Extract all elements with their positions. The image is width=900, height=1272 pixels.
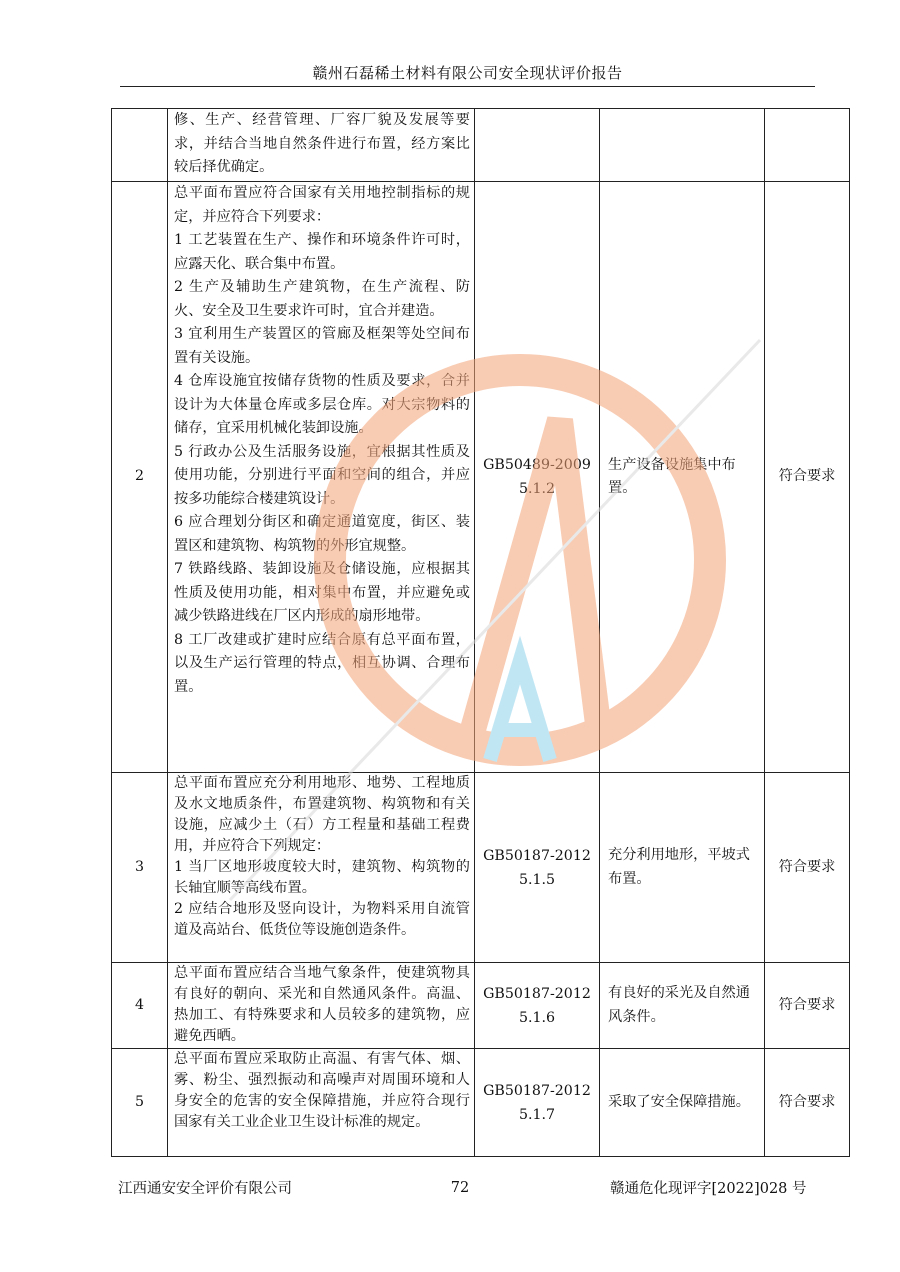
requirement-paragraph: 修、生产、经营管理、厂容厂貌及发展等要求，并结合当地自然条件进行布置，经方案比较后择优确定。 (174, 112, 470, 175)
basis-code: GB50187-2012 (483, 985, 591, 1002)
result-cell: 符合要求 (765, 1049, 850, 1157)
status-cell: 充分利用地形，平坡式布置。 (600, 773, 765, 963)
row-index: 5 (112, 1049, 168, 1157)
basis-clause: 5.1.5 (518, 871, 556, 888)
status-cell: 采取了安全保障措施。 (600, 1049, 765, 1157)
row-index (112, 109, 168, 182)
table-row (112, 109, 850, 182)
table-row (112, 1049, 850, 1157)
requirement-paragraph: 5 行政办公及生活服务设施，宜根据其性质及使用功能，分别进行平面和空间的组合，并应按多功能综合楼建筑设计。 (174, 443, 470, 507)
row-index: 2 (112, 182, 168, 773)
page-number: 72 (450, 1180, 470, 1196)
table-row (112, 182, 850, 773)
result-cell: 符合要求 (765, 773, 850, 963)
table-row (112, 773, 850, 963)
basis-cell (475, 109, 600, 182)
result-cell: 符合要求 (765, 182, 850, 773)
header-rule (120, 86, 815, 87)
requirement-paragraph: 总平面布置应充分利用地形、地势、工程地质及水文地质条件，布置建筑物、构筑物和有关设施，应减少土（石）方工程量和基础工程费用，并应符合下列规定： (174, 775, 470, 854)
requirement-paragraph: 1 当厂区地形坡度较大时，建筑物、构筑物的长轴宜顺等高线布置。 (174, 859, 470, 896)
requirement-paragraph: 2 应结合地形及竖向设计，为物料采用自流管道及高站台、低货位等设施创造条件。 (174, 901, 470, 938)
requirement-paragraph: 8 工厂改建或扩建时应结合原有总平面布置，以及生产运行管理的特点，相互协调、合理布置。 (174, 631, 470, 695)
requirement-cell (168, 1049, 475, 1157)
basis-clause: 5.1.2 (518, 481, 556, 497)
status-cell (600, 109, 765, 182)
row-index: 4 (112, 963, 168, 1049)
result-cell: 符合要求 (765, 963, 850, 1049)
page-header-title: 赣州石磊稀土材料有限公司安全现状评价报告 (312, 64, 623, 82)
status-cell: 生产设备设施集中布置。 (600, 182, 765, 773)
basis-cell (475, 1049, 600, 1157)
table-row (112, 963, 850, 1049)
basis-cell (475, 773, 600, 963)
footer-doc-number: 赣通危化现评字[2022]028 号 (610, 1181, 807, 1197)
basis-cell (475, 182, 600, 773)
basis-code: GB50187-2012 (483, 1082, 591, 1099)
requirement-cell (168, 109, 475, 182)
requirement-paragraph: 1 工艺装置在生产、操作和环境条件许可时，应露天化、联合集中布置。 (174, 232, 470, 272)
requirement-paragraph: 4 仓库设施宜按储存货物的性质及要求，合并设计为大体量仓库或多层仓库。对大宗物料的储存，宜采用机械化装卸设施。 (174, 373, 470, 436)
requirement-paragraph: 总平面布置应结合当地气象条件，使建筑物具有良好的朝向、采光和自然通风条件。高温、热加工、有特殊要求和人员较多的建筑物，应避免西晒。 (174, 965, 470, 1044)
requirement-paragraph: 总平面布置应符合国家有关用地控制指标的规定，并应符合下列要求： (174, 185, 470, 225)
requirement-paragraph: 7 铁路线路、装卸设施及仓储设施，应根据其性质及使用功能，相对集中布置，并应避免或减少铁路进线在厂区内形成的扇形地带。 (174, 561, 470, 624)
basis-clause: 5.1.6 (518, 1009, 556, 1026)
requirement-cell (168, 963, 475, 1049)
status-cell: 有良好的采光及自然通风条件。 (600, 963, 765, 1049)
basis-code: GB50187-2012 (483, 847, 591, 864)
requirement-paragraph: 总平面布置应采取防止高温、有害气体、烟、雾、粉尘、强烈振动和高噪声对周围环境和人身安全的危害的安全保障措施，并应符合现行国家有关工业企业卫生设计标准的规定。 (174, 1051, 470, 1130)
requirement-cell (168, 182, 475, 773)
result-cell (765, 109, 850, 182)
requirement-paragraph: 3 宜利用生产装置区的管廊及框架等处空间布置有关设施。 (174, 326, 470, 366)
basis-code: GB50489-2009 (483, 457, 591, 473)
requirement-cell (168, 773, 475, 963)
requirement-paragraph: 2 生产及辅助生产建筑物，在生产流程、防火、安全及卫生要求许可时，宜合并建造。 (174, 279, 470, 319)
requirement-paragraph: 6 应合理划分街区和确定通道宽度，街区、装置区和建筑物、构筑物的外形宜规整。 (174, 514, 470, 554)
basis-cell (475, 963, 600, 1049)
footer-company: 江西通安安全评价有限公司 (118, 1181, 292, 1197)
row-index: 3 (112, 773, 168, 963)
basis-clause: 5.1.7 (518, 1106, 556, 1123)
evaluation-table (111, 108, 850, 1157)
